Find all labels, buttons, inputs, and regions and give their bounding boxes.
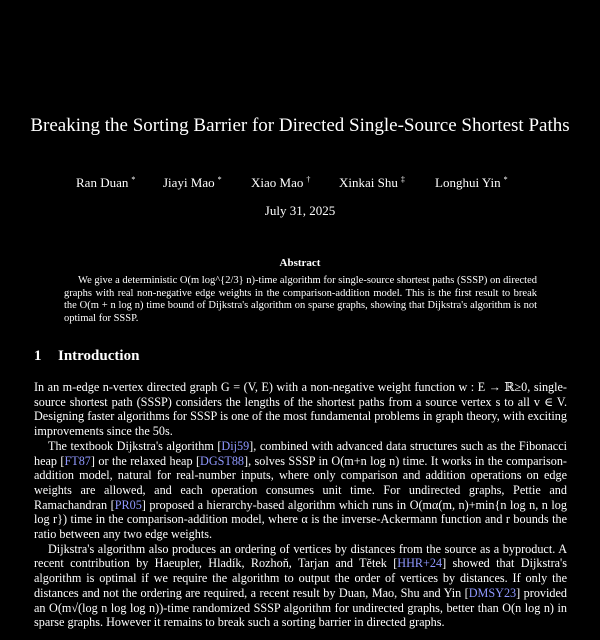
citation-link[interactable]: DMSY23 xyxy=(468,585,517,600)
author-1 xyxy=(76,175,135,191)
paragraph-3: Dijkstra's algorithm also produces an ordering of vertices by distances from the source as a byproduct. A recent contribution by Haeupler, Hladík, Rozhoň, Tarjan and Tětek [HHR+24] showed that Dijkstra's algorithm is optimal if we require the algorithm to output the order of vertices by distances. If only the distances and not the ordering are required, a recent result by Duan, Mao, Shu and Yin [DMSY23] provided an O(m√(log n log log n))-time randomized SSSP algorithm for undirected graphs, better than O(n log n) in sparse graphs. However it remains to break such a sorting barrier in directed graphs. xyxy=(34,541,567,630)
citation-link[interactable]: HHR+24 xyxy=(397,556,443,571)
author-3 xyxy=(251,175,310,191)
abstract-text xyxy=(64,275,537,325)
author-name: Jiayi Mao xyxy=(163,175,215,190)
paper-date: July 31, 2025 xyxy=(264,203,336,218)
author-name: Ran Duan xyxy=(76,175,129,190)
paper-title: Breaking the Sorting Barrier for Directed Single-Source Shortest Paths xyxy=(30,115,570,136)
section-title: Introduction xyxy=(58,348,140,364)
author-5 xyxy=(435,175,508,191)
abstract-paragraph: We give a deterministic O(m log^{2/3} n)-time algorithm for single-source shortest paths (SSSP) on directed graphs with real non-negative edge weights in the comparison-addition model. This is the first result to break the O(m + n log n) time bound of Dijkstra's algorithm on sparse graphs, showing that Dijkstra's algorithm is not optimal for SSSP. xyxy=(64,275,537,324)
paragraph-2: The textbook Dijkstra's algorithm [Dij59], combined with advanced data structures such as the Fibonacci heap [FT87] or the relaxed heap [DGST88], solves SSSP in O(m+n log n) time. It works in the comparison-addition model, natural for real-number inputs, where only comparison and addition operations on edge weights are allowed, and each operation consumes unit time. For undirected graphs, Pettie and Ramachandran [PR05] proposed a hierarchy-based algorithm which runs in O(mα(m, n)+min{n log n, n log log r}) time in the comparison-addition model, where α is the inverse-Ackermann function and r bounds the ratio between any two edge weights. xyxy=(34,438,567,542)
section-number: 1 xyxy=(34,348,42,364)
affiliation-mark: * xyxy=(131,175,136,184)
author-list xyxy=(60,175,540,195)
citation-link[interactable]: PR05 xyxy=(114,497,142,512)
affiliation-mark: * xyxy=(503,175,508,184)
author-name: Xinkai Shu xyxy=(339,175,398,190)
affiliation-mark: ‡ xyxy=(400,175,405,184)
affiliation-mark: * xyxy=(217,175,222,184)
section-heading xyxy=(34,348,139,365)
citation-link[interactable]: FT87 xyxy=(64,453,91,468)
citation-link[interactable]: DGST88 xyxy=(200,453,245,468)
abstract-heading: Abstract xyxy=(279,257,321,269)
author-name: Xiao Mao xyxy=(251,175,304,190)
author-4 xyxy=(339,175,405,191)
paragraph-1: In an m-edge n-vertex directed graph G = (V, E) with a non-negative weight function w : E → ℝ≥0, single-source shortest path (SSSP) considers the lengths of the shortest paths from a source vertex s to all v ∈ V. Designing faster algorithms for SSSP is one of the most fundamental problems in graph theory, with exciting improvements since the 50s. xyxy=(34,380,567,439)
author-name: Longhui Yin xyxy=(435,175,501,190)
body-text xyxy=(34,380,567,630)
citation-link[interactable]: Dij59 xyxy=(221,438,250,453)
author-2 xyxy=(163,175,222,191)
affiliation-mark: † xyxy=(306,175,311,184)
